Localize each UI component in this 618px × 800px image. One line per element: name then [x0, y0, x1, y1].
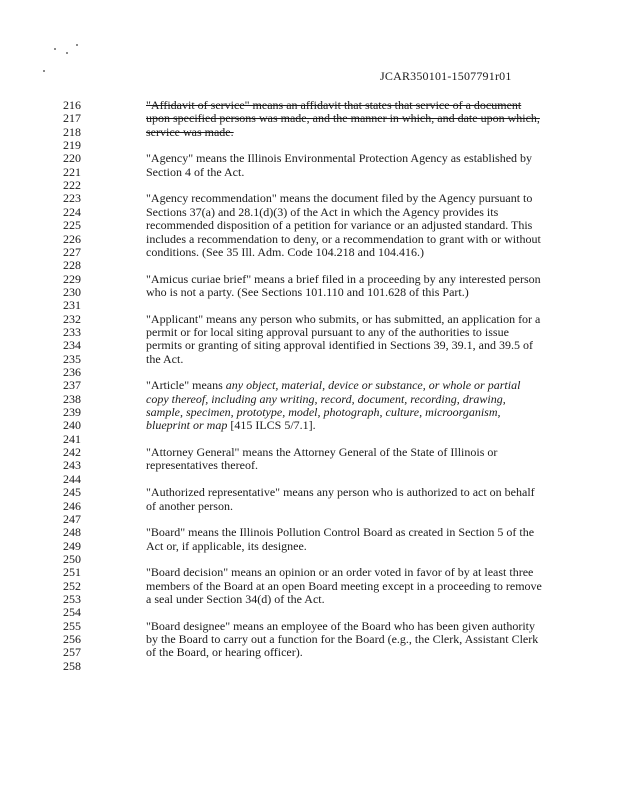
line-number: 227 [63, 244, 81, 259]
line-text [146, 419, 316, 432]
line-number: 216 [63, 98, 81, 112]
line-number: 223 [63, 191, 81, 206]
line-text [146, 446, 497, 459]
line-text [146, 580, 542, 593]
line-number: 225 [63, 218, 81, 233]
line-number: 255 [63, 618, 81, 633]
line-text-plain: Section 4 of the Act. [146, 164, 245, 179]
line-text-plain: by the Board to carry out a function for the Board (e.g., the Clerk, Assistant Clerk [146, 632, 539, 646]
line-text [146, 526, 534, 539]
line-text [146, 486, 535, 499]
line-number: 220 [63, 151, 81, 166]
line-number: 217 [63, 111, 81, 126]
line-text-plain: conditions. (See 35 Ill. Adm. Code 104.218 and 104.416.) [146, 244, 424, 259]
line-number: 242 [63, 445, 81, 460]
line-text [146, 459, 258, 472]
line-text [146, 540, 307, 553]
line-text [146, 152, 532, 165]
line-text-plain: permit or for local siting approval pursuant to any of the authorities to issue [146, 324, 509, 339]
line-number: 249 [63, 538, 81, 553]
line-number: 258 [63, 658, 81, 673]
deleted-text [146, 99, 521, 112]
line-number: 252 [63, 578, 81, 593]
line-text [146, 593, 325, 606]
line-text [146, 166, 244, 179]
line-number: 241 [63, 431, 81, 446]
line-text-plain: includes a recommendation to deny, or a recommendation to grant with or without [146, 231, 541, 246]
line-text [146, 339, 533, 352]
document-id: JCAR350101-1507791r01 [380, 69, 512, 83]
line-number: 232 [63, 311, 81, 326]
line-number: 246 [63, 498, 81, 513]
line-text [146, 393, 506, 406]
line-number: 250 [63, 551, 81, 566]
line-text [146, 219, 532, 232]
line-number: 238 [63, 391, 81, 406]
line-text-plain: upon specified persons was made, and the manner in which, and date upon which, [146, 111, 540, 126]
line-text-plain: "Authorized representative" means any person who is authorized to act on behalf [146, 485, 535, 500]
deleted-text [146, 126, 234, 139]
line-number: 233 [63, 324, 81, 339]
line-text-italic: copy thereof, including any writing, record, document, recording, drawing, [146, 391, 506, 406]
line-text-plain: "Article" means [146, 378, 226, 393]
line-text [146, 206, 498, 219]
line-text [146, 233, 541, 246]
line-text [146, 566, 533, 579]
line-text [146, 500, 233, 513]
line-number: 229 [63, 271, 81, 286]
line-text-plain: [415 ILCS 5/7.1]. [227, 418, 316, 433]
line-text [146, 406, 501, 419]
line-text-plain: "Board designee" means an employee of the Board who has been given authority [146, 618, 536, 633]
line-text-plain: "Affidavit of service" means an affidavit that states that service of a document [146, 98, 522, 112]
line-number: 228 [63, 258, 81, 273]
line-text-plain: "Board decision" means an opinion or an order voted in favor of by at least three [146, 565, 534, 580]
line-text-plain: "Agency recommendation" means the document filed by the Agency pursuant to [146, 191, 533, 206]
line-number: 219 [63, 138, 81, 153]
line-number: 224 [63, 204, 81, 219]
line-text [146, 246, 424, 259]
line-text [146, 273, 541, 286]
line-number: 234 [63, 338, 81, 353]
line-text [146, 620, 535, 633]
line-number: 231 [63, 298, 81, 313]
line-text-plain: "Applicant" means any person who submits, or has submitted, an application for a [146, 311, 541, 326]
line-number: 230 [63, 284, 81, 299]
line-text-plain: "Attorney General" means the Attorney General of the State of Illinois or [146, 445, 498, 460]
line-text-plain: a seal under Section 34(d) of the Act. [146, 591, 325, 606]
line-number: 256 [63, 632, 81, 646]
line-number: 244 [63, 471, 81, 486]
line-text-plain: the Act. [146, 351, 184, 366]
line-text-plain: service was made. [146, 124, 234, 139]
line-number: 245 [63, 485, 81, 500]
line-text-italic: any object, material, device or substance, or whole or partial [225, 378, 521, 393]
line-text-plain: Sections 37(a) and 28.1(d)(3) of the Act in which the Agency provides its [146, 204, 499, 219]
line-text-plain: members of the Board at an open Board meeting except in a proceeding to remove [146, 578, 542, 593]
line-number: 240 [63, 418, 81, 433]
line-number: 251 [63, 565, 81, 580]
line-number: 222 [63, 178, 81, 193]
line-number: 243 [63, 458, 81, 473]
line-text [146, 286, 469, 299]
line-number: 235 [63, 351, 81, 366]
line-text-plain: Act or, if applicable, its designee. [146, 538, 307, 553]
line-number: 239 [63, 405, 81, 420]
line-text-plain: recommended disposition of a petition for variance or an adjusted standard. This [146, 218, 533, 233]
line-text-plain: permits or granting of siting approval identified in Sections 39, 39.1, and 39.5 of [146, 338, 533, 353]
line-text-plain: representatives thereof. [146, 458, 258, 473]
line-number: 221 [63, 164, 81, 179]
line-text [146, 192, 532, 205]
line-text-plain: "Amicus curiae brief" means a brief filed in a proceeding by any interested person [146, 271, 541, 286]
line-text-italic: sample, specimen, prototype, model, photograph, culture, microorganism, [146, 405, 501, 420]
line-text-plain: of another person. [146, 498, 233, 513]
scan-specks [40, 38, 100, 78]
line-text [146, 646, 303, 659]
line-text-plain: "Board" means the Illinois Pollution Control Board as created in Section 5 of the [146, 525, 535, 540]
line-number: 237 [63, 378, 81, 393]
line-text-italic: blueprint or map [146, 418, 228, 433]
line-text-plain: "Agency" means the Illinois Environmental Protection Agency as established by [146, 151, 533, 166]
line-number: 257 [63, 645, 81, 660]
deleted-text [146, 112, 540, 125]
line-number: 236 [63, 365, 81, 379]
line-number: 218 [63, 124, 81, 139]
line-text [146, 326, 509, 339]
line-number: 253 [63, 591, 81, 606]
line-number: 248 [63, 525, 81, 540]
line-text [146, 353, 183, 366]
line-text [146, 313, 540, 326]
line-text-plain: of the Board, or hearing officer). [146, 645, 303, 660]
line-text [146, 633, 538, 646]
line-text-plain: who is not a party. (See Sections 101.110 and 101.628 of this Part.) [146, 284, 469, 299]
line-text [146, 379, 520, 392]
line-number: 254 [63, 605, 81, 620]
line-number: 226 [63, 231, 81, 246]
line-number: 247 [63, 511, 81, 526]
